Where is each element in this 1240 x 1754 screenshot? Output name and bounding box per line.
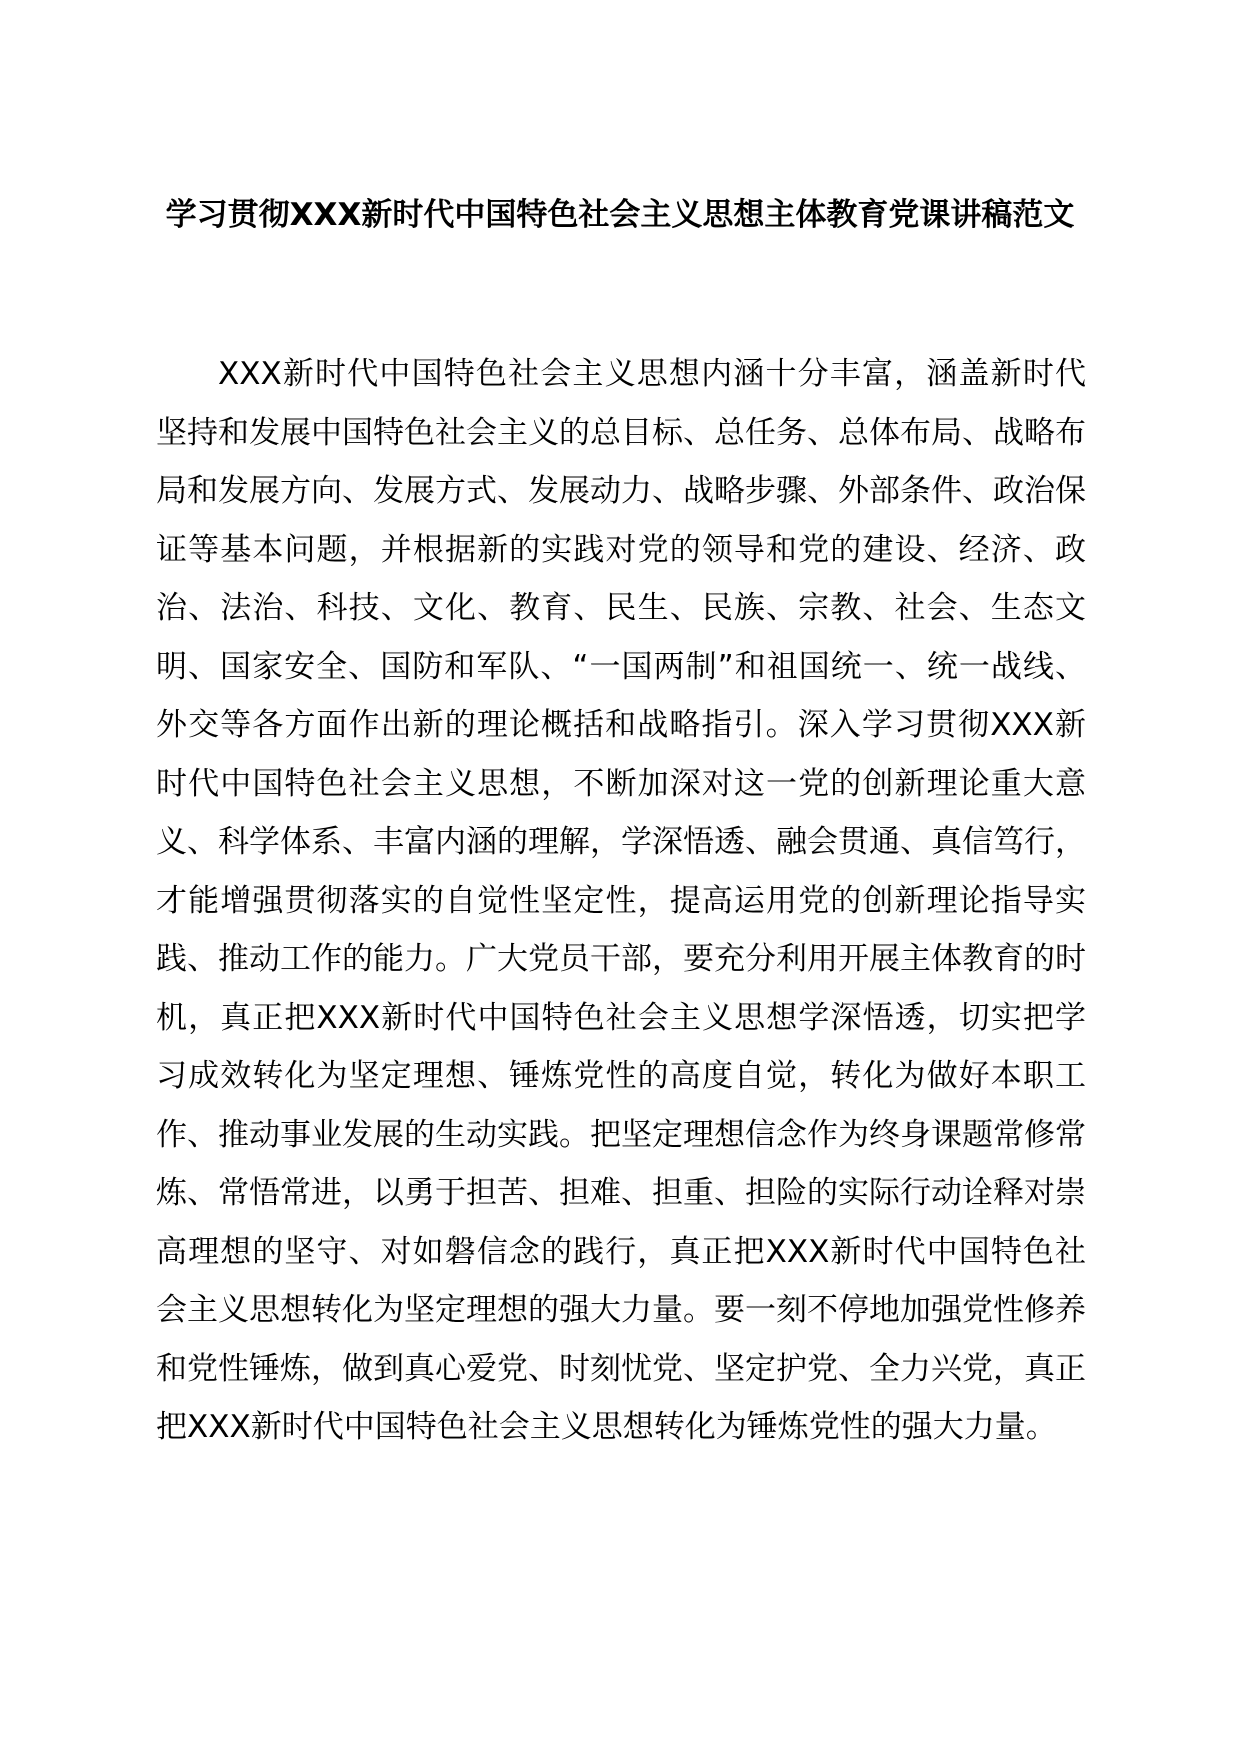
body-paragraph: XXX新时代中国特色社会主义思想内涵十分丰富，涵盖新时代坚持和发展中国特色社会主义的总目标、总任务、总体布局、战略布局和发展方向、发展方式、发展动力、战略步骤、外部条件、政治保证等基本问题，并根据新的实践对党的领导和党的建设、经济、政治、法治、科技、文化、教育、民生、民族、宗教、社会、生态文明、国家安全、国防和军队、“一国两制”和祖国统一、统一战线、外交等各方面作出新的理论概括和战略指引。深入学习贯彻XXX新时代中国特色社会主义思想，不断加深对这一党的创新理论重大意义、科学体系、丰富内涵的理解，学深悟透、融会贯通、真信笃行，才能增强贯彻落实的自觉性坚定性，提高运用党的创新理论指导实践、推动工作的能力。广大党员干部，要充分利用开展主体教育的时机，真正把XXX新时代中国特色社会主义思想学深悟透，切实把学习成效转化为坚定理想、锤炼党性的高度自觉，转化为做好本职工作、推动事业发展的生动实践。把坚定理想信念作为终身课题常修常炼、常悟常进，以勇于担苦、担难、担重、担险的实际行动诠释对崇高理想的坚守、对如磐信念的践行，真正把XXX新时代中国特色社会主义思想转化为坚定理想的强大力量。要一刻不停地加强党性修养和党性锤炼，做到真心爱党、时刻忧党、坚定护党、全力兴党，真正把XXX新时代中国特色社会主义思想转化为锤炼党性的强大力量。 xyxy=(156,356,1086,1445)
document-title: 学习贯彻XXX新时代中国特色社会主义思想主体教育党课讲稿范文 xyxy=(165,197,1075,233)
